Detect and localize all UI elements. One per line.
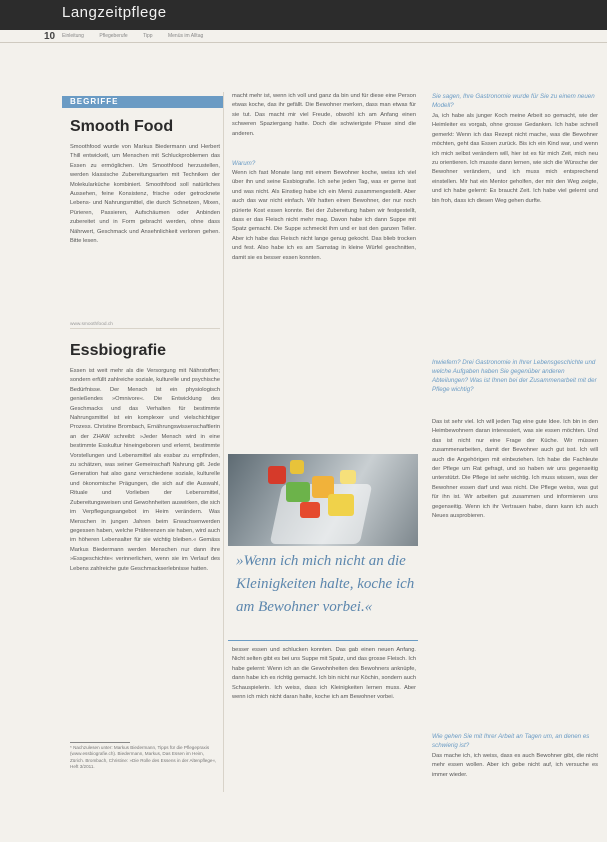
sidebar-separator: [70, 328, 220, 329]
sidebar-tag: BEGRIFFE: [62, 96, 223, 108]
page-number: 10: [44, 31, 56, 42]
page-header: [0, 0, 607, 30]
right-answer-3: Das mache ich, ich weiss, dass es auch Bewohner gibt, die nicht mehr essen wollen. Aber ich gebe nicht auf, ich versuche es immer wieder.: [432, 753, 598, 778]
center-answer: Wenn ich fast Monate lang mit einem Bewohner koche, weiss ich viel über ihn und seine Essbiografie. Ich sehe jeden Tag, was er gerne isst und was nicht. Als Einstieg habe ich ein Menü zusammengestellt. Aber auch das war nicht einfach. Wir hatten einen Bewohner, der nur noch pürierte Kost essen konnte. Bei der Zubereitung haben wir festgestellt, dass er das Fleisch nicht mehr mag. Davon habe ich dann Suppe mit Spatz gemacht. Die Suppe schmeckt ihm und er isst den ganzen Teller. Aber ich habe das Fleisch nicht lange genug gekocht. Das blieb trocken und fest. Also habe ich es am Samstag in kleine Würfel geschnitten, damit sie es besser essen konnten.: [232, 170, 416, 261]
right-answer-2: Das ist sehr viel. Ich will jeden Tag eine gute Idee. Ich bin in den Heimbewohnern daran interessiert, was sie essen möchten. Und das ist nicht nur eine Frage der Küche. Wir müssen zusammenarbeiten, damit der Bewohner auch gut isst. Ich will auch die Angehörigen mit einbeziehen. Ich habe die Fachleute der Pflege um Rat gefragt, und so haben wir uns gegenseitig unterstützt. Die Pflege ist sehr wichtig. Ich muss wissen, was der Bewohner essen darf und was nicht. Die Pflege weiss, was gut für ihn ist. Wir arbeiten gut zusammen und informieren uns gegenseitig. Wenn ich ihr Vertrauen habe, dann kann ich auch Neues ausprobieren.: [432, 419, 598, 520]
jelly-cube: [290, 460, 304, 474]
right-question-3: Wie gehen Sie mit Ihrer Arbeit an Tagen um, an denen es schwierig ist?: [432, 733, 590, 749]
right-question-1: Sie sagen, Ihre Gastronomie wurde für Sie zu einem neuen Modell?: [432, 93, 595, 109]
pull-quote: »Wenn ich mich nicht an die Kleinigkeiten halte, koche ich am Bewohner vorbei.«: [236, 553, 415, 615]
jelly-cube: [340, 470, 356, 484]
smooth-food-link: www.smoothfood.ch: [70, 322, 113, 327]
rubric-item: Tipp: [143, 33, 153, 39]
jelly-cube: [268, 466, 286, 484]
rubric-item: Einleitung: [62, 33, 84, 39]
jelly-cube: [328, 494, 354, 516]
food-photo: [228, 454, 418, 546]
center-text-bottom: besser essen und schlucken konnten. Das gab einen neuen Anfang. Nicht selten gibt es bei uns Suppe mit Spatz, und das grosse Fleisch. Ich habe gelernt: Wenn ich an die Gewohnheiten des Bewohners anknüpfe, dann habe ich es richtig gemacht. Ich bin nicht nur Köchin, sondern auch Schauspielerin. Ich weiss, dass ich Kleinigkeiten lernen muss. Aber wenn ich mich nicht daran halte, koche ich am Bewohner vorbei.: [232, 647, 416, 701]
smooth-food-title: Smooth Food: [70, 118, 174, 135]
rubric-item: Menüs im Alltag: [167, 33, 204, 39]
smooth-food-text: Smoothfood wurde von Markus Biedermann und Herbert Thill entwickelt, um Menschen mit Schluckproblemen das Essen zu ermöglichen. Um Smoothfood herzustellen, werden klassische Zubereitungsarten mit Techniken der Molekularküche kombiniert. Smoothfood soll natürliches Aussehen, feine Konsistenz, frische oder getrocknete Lebens- und Nahrungsmittel, die durch Schnetzen, Mixen, Pürieren, Passieren, Aufschäumen oder Anbinden zubereitet und in Form gebracht werden, ohne dass Nährwert, Geschmack und Ansehnlichkeit verloren gehen. Bitte lesen.: [70, 144, 220, 245]
right-question-2: Inwiefern? Drei Gastronomie in Ihrer Lebensgeschichte und welche Aufgaben haben Sie gegenüber anderen Abteilungen? Was ist Ihnen bei der Zusammenarbeit mit der Pflege wichtig?: [432, 359, 597, 393]
quote-rule: [228, 640, 418, 641]
footnote: * Nachzulesen unter: Markus Biedermann, Tipps für die Pflegepraxis (www.essbiografie.ch). Biedermann, Markus, Das Essen im Heim, Zürich. Brombach, Christine: »Die Rolle des Essens in der Altenpflege«, Heft 3/2011.: [70, 745, 217, 770]
rubric-item: Pflegeberufe: [99, 33, 128, 39]
right-answer-1: Ja, ich habe als junger Koch meine Arbeit so gemacht, wie der Heimleiter es vorgab, ohne grosse Gedanken. Ich habe schnell gemerkt: Wenn ich das Rezept nicht mache, was die Bewohner möchten, geht das Essen zurück. Bis ich ein Kind war, und wenn ich mich selbst verändern will, hier ist es für mich Zeit, mich neu zu orientieren. Ich musste dann lernen, wie sich die Wünsche der Bewohner verändern, und ich muss mich entsprechend einstellen. Mir hat ein Mentor geholfen, der mir den Weg zeigte, und ich habe gelernt: Es braucht Zeit. Ich habe viel gelernt und bin froh, dass ich diesen Weg gehen durfte.: [432, 113, 598, 204]
footnote-rule: [70, 742, 130, 743]
essbiografie-title: Essbiografie: [70, 342, 167, 359]
center-question: Warum?: [232, 160, 256, 167]
jelly-cube: [300, 502, 320, 518]
section-title: Langzeitpflege: [62, 4, 167, 21]
center-text-top: macht mehr ist, wenn ich voll und ganz da bin und für diese eine Person etwas koche, das ihr gefällt. Die Bewohner merken, dass man etwas für sie tut. Das macht mir viel Freude, obwohl ich am Anfang einen schweren Spaziergang hatte. Doch die schwierigste Phase sind die anderen.: [232, 93, 416, 137]
rubric-nav: [62, 33, 217, 39]
essbiografie-text: Essen ist weit mehr als die Versorgung mit Nährstoffen; sondern erfüllt zahlreiche soziale, kulturelle und psychische Bedürfnisse. Der Mensch ist ein physiologisch genießendes »Omnivore«. Die Entwicklung des Geschmacks und das Verhalten für bestimmte Nahrungsmittel ist ein komplexer und vielschichtiger Prozess. Christine Brombach, Ernährungswissenschaftlerin an der ZHAW schreibt: »Jeder Mensch wird in eine bestimmte Esskultur hineingeboren und erlernt, bestimmte Vorstellungen und Lebensmittel als essbar zu empfinden, zu schätzen, was seiner Gemeinschaft Nahrung gilt. Jede Generation hat also ganz verschiedene soziale, kulturelle und ökonomische Prägungen, die sich auf die Auswahl, Rituale und Vorlieben der Lebensmittel, Zubereitungsweisen und Gewohnheiten auswirken, die sich im Verpflegungsangebot im Heim verändern. Was Menschen in jungen Jahren beim Erwachsenwerden gegessen haben, welche Präferenzen sie haben, wird auch im höheren Lebensalter für sie wichtig bleiben.« Gemäss Markus Biedermann werden Menschen nur dann ihre »Essgeschichte« verinnerlichen, wenn sie im Verlauf des Lebens zahlreiche gute Geschmackserlebnisse hatten.: [70, 368, 220, 572]
jelly-cube: [286, 482, 310, 502]
